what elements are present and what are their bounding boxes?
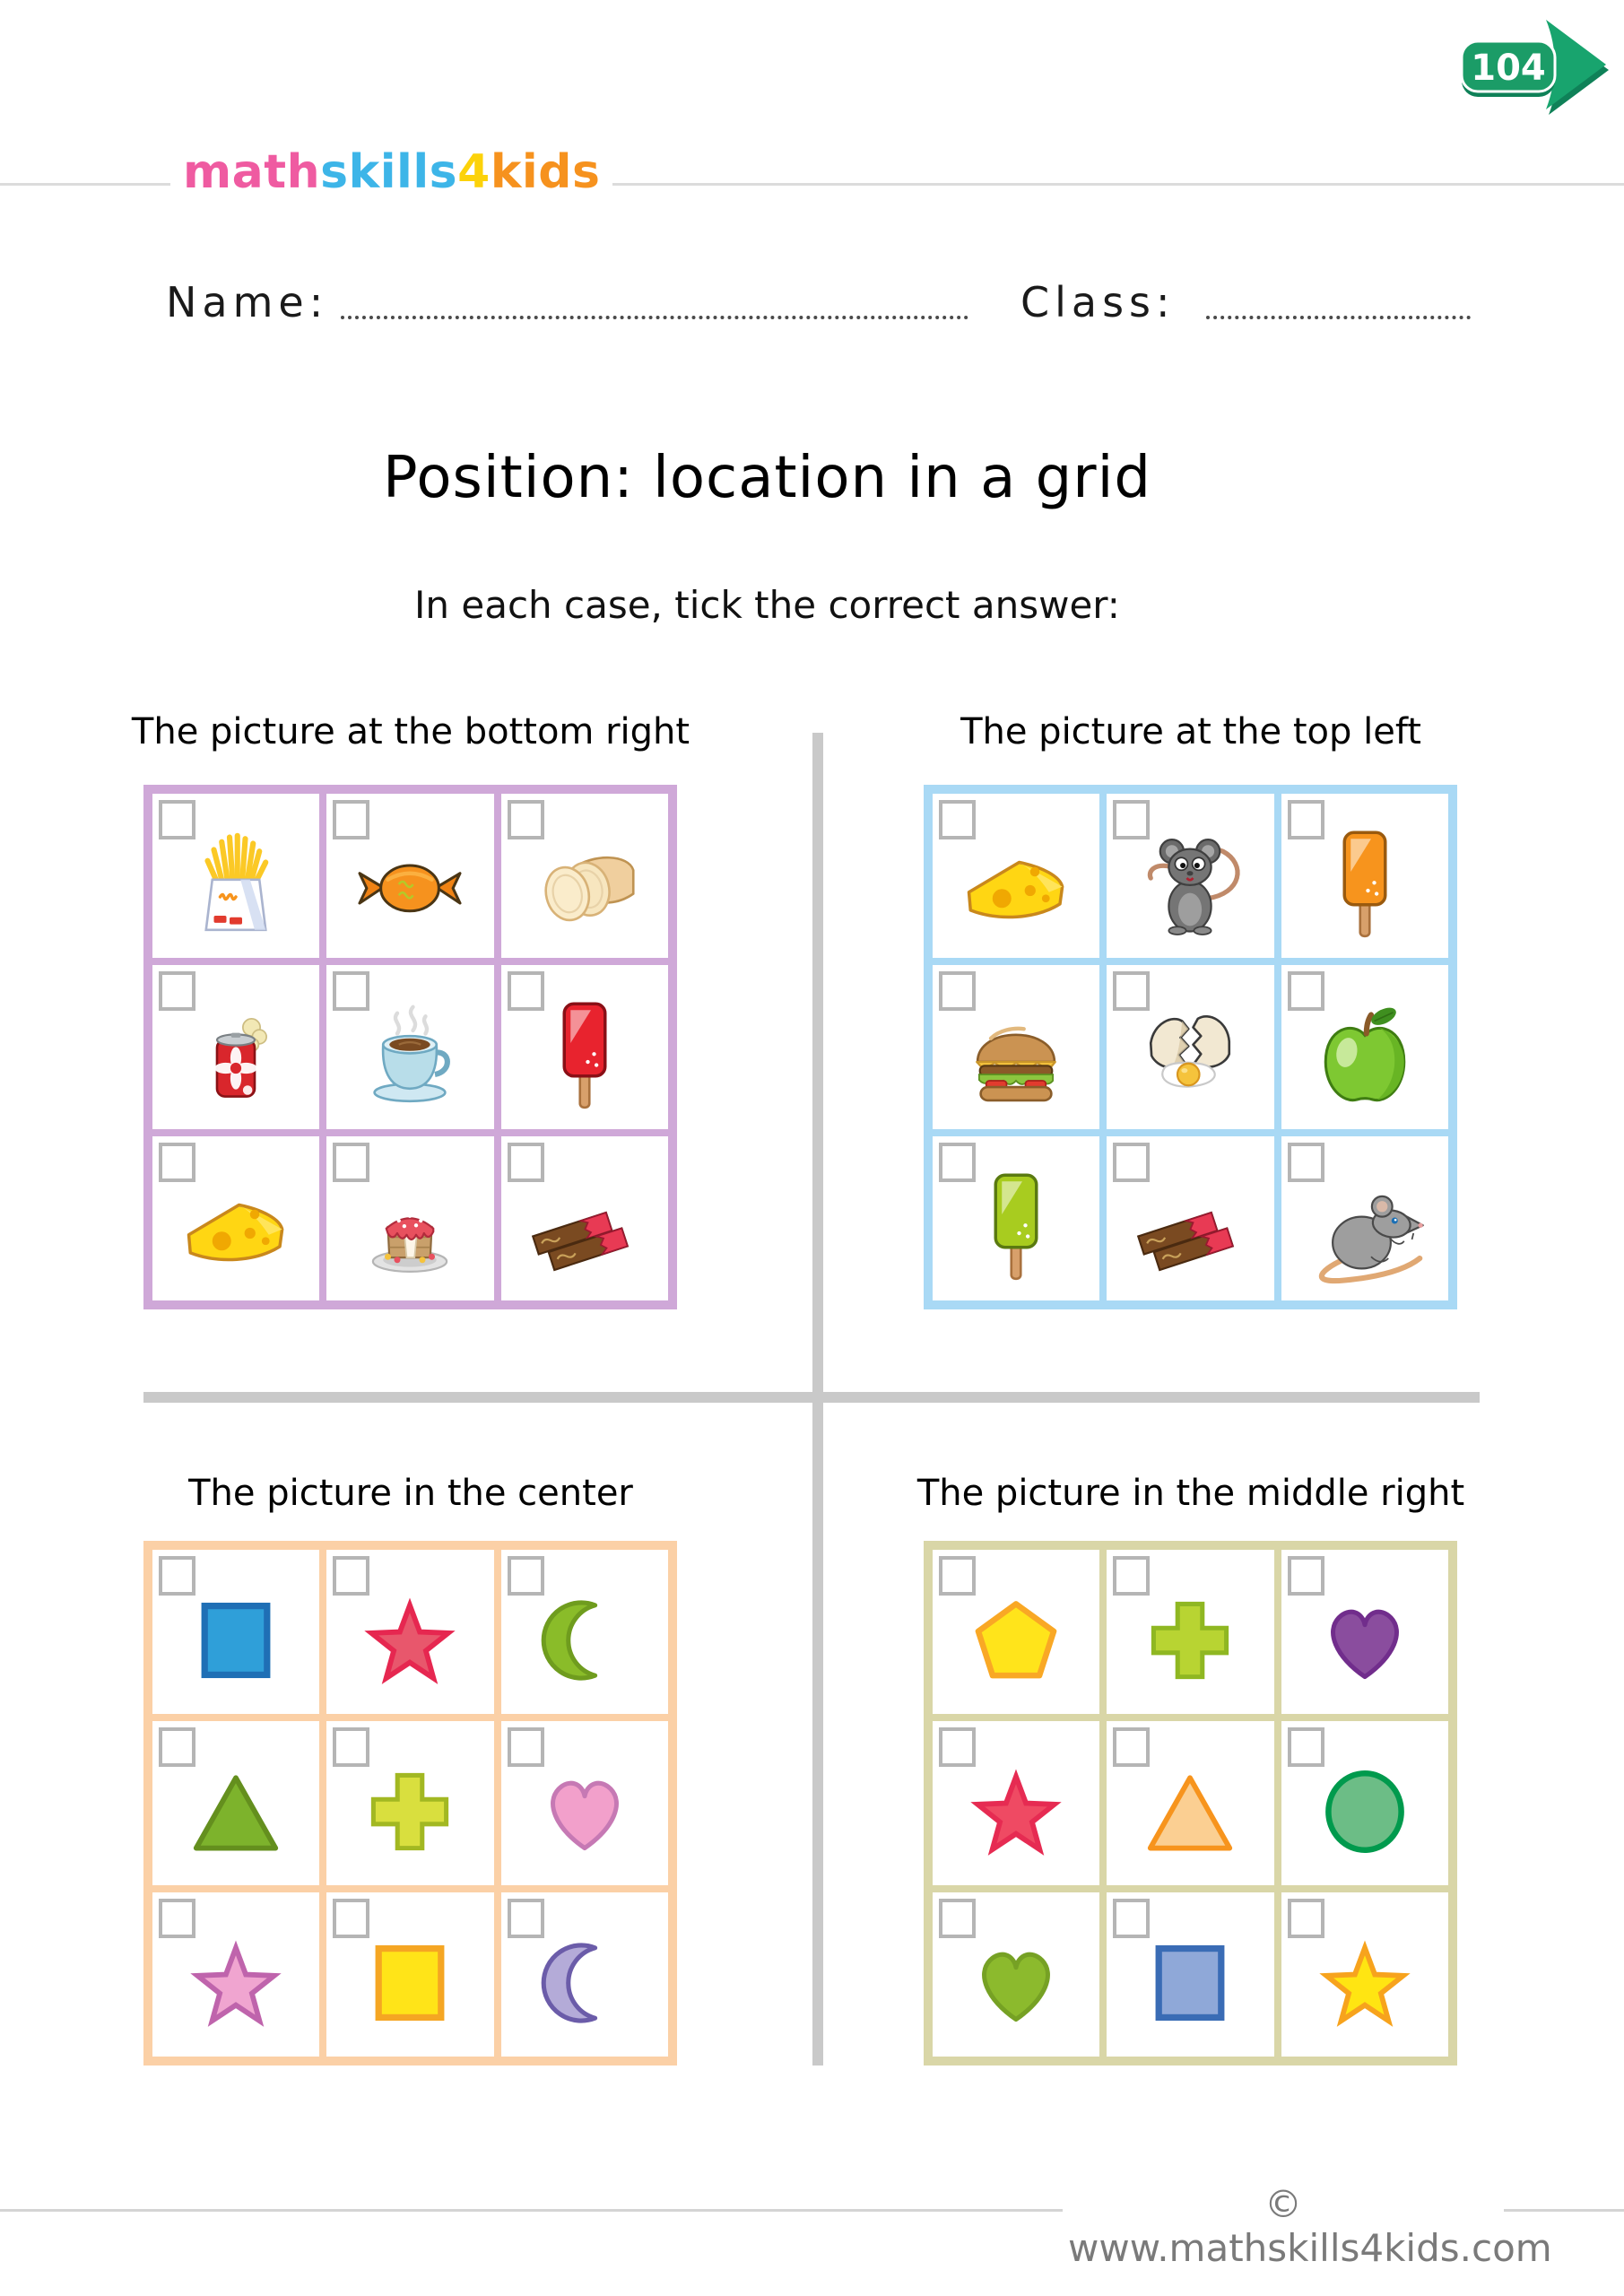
grid-cell <box>1107 965 1273 1129</box>
moon-green-icon <box>533 1588 637 1692</box>
grid-cell <box>152 794 319 958</box>
class-label: Class: <box>1020 278 1176 326</box>
grid-cell <box>326 794 493 958</box>
cheese-icon <box>173 1164 299 1290</box>
answer-checkbox[interactable] <box>939 1899 976 1938</box>
triangle-orange-icon <box>1138 1760 1242 1864</box>
answer-checkbox[interactable] <box>1113 1727 1150 1767</box>
page-number-badge <box>1453 11 1619 123</box>
grid-cell <box>1107 1136 1273 1300</box>
grid-bottom-left <box>143 1541 677 2066</box>
answer-checkbox[interactable] <box>1113 1899 1150 1938</box>
grid-cell <box>933 1550 1099 1714</box>
pentagon-yellow-icon <box>964 1588 1068 1692</box>
chocolate-bars-icon <box>522 1164 647 1290</box>
answer-checkbox[interactable] <box>939 971 976 1011</box>
grid-cell <box>1281 1550 1448 1714</box>
chocolate-bars-icon <box>1127 1164 1253 1290</box>
grid-cell <box>501 1892 668 2057</box>
answer-checkbox[interactable] <box>1288 1727 1324 1767</box>
answer-checkbox[interactable] <box>939 800 976 839</box>
answer-checkbox[interactable] <box>159 1727 195 1767</box>
answer-checkbox[interactable] <box>1288 1143 1324 1182</box>
name-label: Name: <box>166 278 329 326</box>
horizontal-divider <box>143 1392 1480 1403</box>
grid-cell <box>1281 1136 1448 1300</box>
name-input-line[interactable] <box>341 316 968 319</box>
answer-checkbox[interactable] <box>508 1727 544 1767</box>
mouse-gray-icon <box>1302 1164 1428 1290</box>
grid-cell <box>501 794 668 958</box>
grid-cell <box>1107 794 1273 958</box>
fries-icon <box>173 822 299 947</box>
answer-checkbox[interactable] <box>333 1556 369 1596</box>
logo-part: math <box>183 145 321 199</box>
answer-checkbox[interactable] <box>508 971 544 1011</box>
heart-green-icon <box>964 1931 1068 2035</box>
answer-checkbox[interactable] <box>159 1556 195 1596</box>
grid-cell <box>933 1892 1099 2057</box>
star-red-icon <box>358 1588 462 1692</box>
grid-cell <box>933 794 1099 958</box>
grid-cell <box>152 1550 319 1714</box>
answer-checkbox[interactable] <box>159 971 195 1011</box>
answer-checkbox[interactable] <box>333 1727 369 1767</box>
candy-icon <box>347 822 473 947</box>
heart-pink-icon <box>533 1760 637 1864</box>
page-title: Position: location in a grid <box>383 445 1151 511</box>
logo-part: 4 <box>457 145 491 199</box>
class-input-line[interactable] <box>1206 316 1471 319</box>
quadrant-title: The picture at the bottom right <box>131 711 690 752</box>
grid-cell <box>933 965 1099 1129</box>
answer-checkbox[interactable] <box>1113 800 1150 839</box>
grid-cell <box>501 1550 668 1714</box>
answer-checkbox[interactable] <box>1113 1556 1150 1596</box>
logo-part: kids <box>490 145 601 199</box>
grid-cell <box>152 965 319 1129</box>
logo <box>170 145 612 199</box>
grid-top-left <box>143 785 677 1309</box>
sliced-bread-icon <box>522 822 647 947</box>
grid-cell <box>326 1721 493 1885</box>
footer-copyright: © www.mathskills4kids.com <box>1063 2182 1504 2270</box>
grid-cell <box>1107 1721 1273 1885</box>
grid-cell <box>1281 1721 1448 1885</box>
moon-purple-icon <box>533 1931 637 2035</box>
page-number: 104 <box>1471 48 1546 89</box>
answer-checkbox[interactable] <box>1113 971 1150 1011</box>
grid-cell <box>152 1136 319 1300</box>
star-crimson-icon <box>964 1760 1068 1864</box>
answer-checkbox[interactable] <box>333 971 369 1011</box>
green-apple-icon <box>1302 993 1428 1118</box>
cake-icon <box>347 1164 473 1290</box>
triangle-green-icon <box>184 1760 288 1864</box>
answer-checkbox[interactable] <box>333 800 369 839</box>
grid-cell <box>1281 794 1448 958</box>
square-blue-icon <box>184 1588 288 1692</box>
grid-cell <box>326 1892 493 2057</box>
cracked-egg-icon <box>1127 993 1253 1118</box>
grid-cell <box>326 1136 493 1300</box>
quadrant-title: The picture in the center <box>188 1473 633 1514</box>
star-pink-icon <box>184 1931 288 2035</box>
answer-checkbox[interactable] <box>508 1899 544 1938</box>
hamburger-icon <box>953 993 1079 1118</box>
grid-cell <box>326 965 493 1129</box>
heart-purple-icon <box>1313 1588 1417 1692</box>
grid-cell <box>501 965 668 1129</box>
grid-cell <box>933 1721 1099 1885</box>
answer-checkbox[interactable] <box>939 1727 976 1767</box>
answer-checkbox[interactable] <box>159 800 195 839</box>
square-yellow-icon <box>358 1931 462 2035</box>
grid-cell <box>326 1550 493 1714</box>
answer-checkbox[interactable] <box>939 1556 976 1596</box>
grid-cell <box>501 1721 668 1885</box>
answer-checkbox[interactable] <box>508 1143 544 1182</box>
cross-green-icon <box>1138 1588 1242 1692</box>
quadrant-title: The picture in the middle right <box>916 1473 1465 1514</box>
quadrant-title: The picture at the top left <box>960 711 1421 752</box>
answer-checkbox[interactable] <box>1113 1143 1150 1182</box>
grid-cell <box>1107 1550 1273 1714</box>
grid-cell <box>1281 965 1448 1129</box>
grid-bottom-right <box>924 1541 1457 2066</box>
grid-cell <box>1107 1892 1273 2057</box>
answer-checkbox[interactable] <box>333 1143 369 1182</box>
answer-checkbox[interactable] <box>508 1556 544 1596</box>
answer-checkbox[interactable] <box>1288 800 1324 839</box>
answer-checkbox[interactable] <box>159 1143 195 1182</box>
coffee-cup-icon <box>347 993 473 1118</box>
grid-cell <box>1281 1892 1448 2057</box>
grid-cell <box>152 1721 319 1885</box>
popsicle-orange-icon <box>1302 822 1428 947</box>
answer-checkbox[interactable] <box>1288 971 1324 1011</box>
logo-part: skills <box>320 145 458 199</box>
mouse-dark-icon <box>1127 822 1253 947</box>
star-yellow-icon <box>1313 1931 1417 2035</box>
instruction-text: In each case, tick the correct answer: <box>414 583 1120 627</box>
answer-checkbox[interactable] <box>1288 1899 1324 1938</box>
square-slate-icon <box>1138 1931 1242 2035</box>
popsicle-green-icon <box>953 1164 1079 1290</box>
grid-cell <box>933 1136 1099 1300</box>
popsicle-red-icon <box>522 993 647 1118</box>
circle-green-icon <box>1313 1760 1417 1864</box>
soda-can-icon <box>173 993 299 1118</box>
grid-cell <box>152 1892 319 2057</box>
answer-checkbox[interactable] <box>333 1899 369 1938</box>
answer-checkbox[interactable] <box>159 1899 195 1938</box>
answer-checkbox[interactable] <box>1288 1556 1324 1596</box>
grid-cell <box>501 1136 668 1300</box>
answer-checkbox[interactable] <box>508 800 544 839</box>
cheese-icon <box>953 822 1079 947</box>
answer-checkbox[interactable] <box>939 1143 976 1182</box>
cross-lime-icon <box>358 1760 462 1864</box>
grid-top-right <box>924 785 1457 1309</box>
